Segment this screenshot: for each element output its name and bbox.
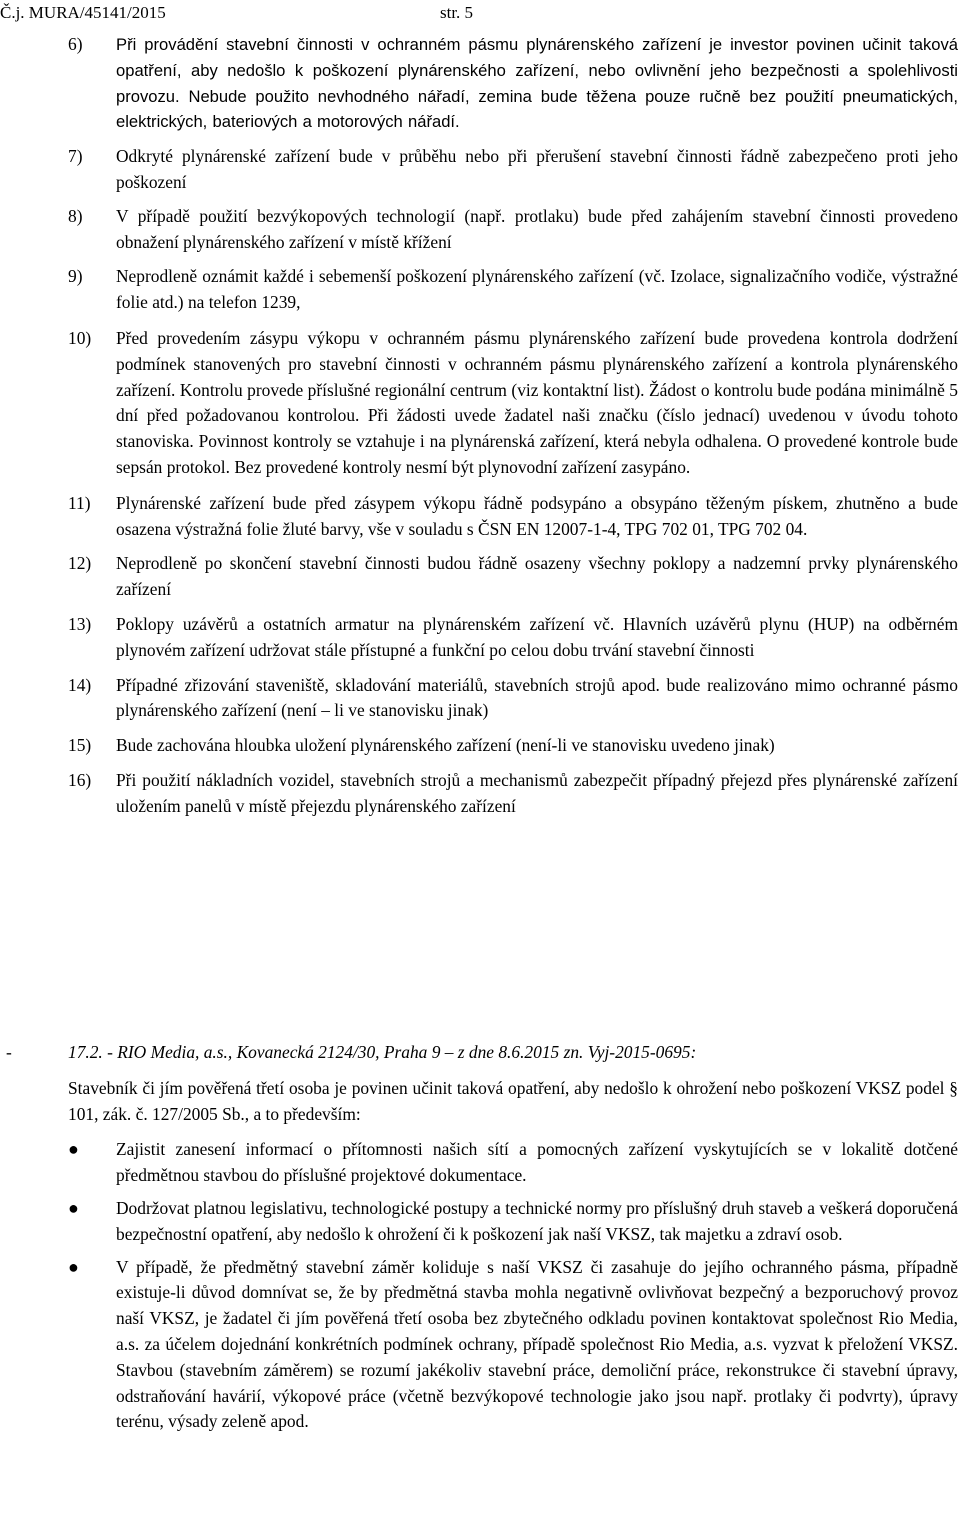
document-reference-number: Č.j. MURA/45141/2015	[0, 3, 166, 22]
condition-item-11	[68, 491, 958, 543]
condition-item-10	[68, 326, 958, 481]
condition-text: Bude zachována hloubka uložení plynárenského zařízení (není-li ve stanovisku uvedeno jinak)	[116, 735, 775, 756]
condition-text: Plynárenské zařízení bude před zásypem výkopu řádně podsypáno a obsypáno těženým pískem, zhutněno a bude osazena výstražná folie žluté barvy, vše v souladu s ČSN EN 12007-1-4, TPG 702 01, TPG 702 04.	[116, 492, 958, 539]
condition-number: 9)	[68, 266, 83, 287]
rio-media-bullet-list	[0, 1137, 958, 1435]
rio-media-heading-row	[0, 1040, 958, 1066]
condition-text: Při použití nákladních vozidel, stavebních strojů a mechanismů zabezpečit případný přejezd přes plynárenské zařízení uložením panelů v místě přejezdu plynárenského zařízení	[116, 769, 958, 816]
rio-media-section	[0, 1040, 958, 1453]
condition-item-7	[68, 144, 958, 196]
page-header	[0, 2, 960, 26]
page-number: str. 5	[440, 3, 474, 22]
bullet-item	[0, 1196, 958, 1248]
condition-text: Neprodleně oznámit každé i sebemenší poškození plynárenského zařízení (vč. Izolace, signalizačního vodiče, výstražné folie atd.) na telefon 1239,	[116, 266, 958, 313]
condition-number: 6)	[68, 34, 83, 54]
condition-number: 12)	[68, 553, 92, 574]
condition-number: 11)	[68, 492, 91, 513]
bullet-dot-icon: ●	[68, 1139, 79, 1160]
condition-text: Případné zřizování staveniště, skladování materiálů, stavebních strojů apod. bude realizováno mimo ochranné pásmo plynárenského zařízení (není – li ve stanovisku jinak)	[116, 674, 958, 721]
condition-item-6	[68, 32, 958, 135]
condition-item-12	[68, 551, 958, 603]
bullet-item	[0, 1255, 958, 1436]
condition-item-14	[68, 673, 958, 725]
condition-number: 10)	[68, 327, 92, 348]
condition-item-16	[68, 768, 958, 820]
condition-text: Při provádění stavební činnosti v ochranném pásmu plynárenského zařízení je investor povinen učinit taková opatření, aby nedošlo k poškození plynárenského zařízení, nebo ovlivnění jeho bezpečnosti a spolehlivosti provozu. Nebude použito nevhodného nářadí, zemina bude těžena pouze ručně bez použití pneumatických, elektrických, bateriových a motorových nářadí.	[116, 35, 958, 132]
condition-item-8	[68, 204, 958, 256]
bullet-text: Zajistit zanesení informací o přítomnosti našich sítí a pomocných zařízení vyskytujících se v lokalitě dotčené předmětnou stavbou do příslušné projektové dokumentace.	[116, 1139, 958, 1186]
bullet-dot-icon: ●	[68, 1197, 79, 1218]
conditions-list	[68, 32, 958, 820]
condition-number: 8)	[68, 205, 83, 226]
condition-text: V případě použití bezvýkopových technologií (např. protlaku) bude před zahájením stavební činnosti provedeno obnažení plynárenského zařízení v místě křížení	[116, 205, 958, 252]
condition-number: 7)	[68, 146, 83, 167]
condition-text: Odkryté plynárenské zařízení bude v průběhu nebo při přerušení stavební činnosti řádně zabezpečeno proti jeho poškození	[116, 146, 958, 192]
rio-media-heading: 17.2. - RIO Media, a.s., Kovanecká 2124/30, Praha 9 – z dne 8.6.2015 zn. Vyj-2015-0695:	[68, 1042, 697, 1062]
condition-number: 15)	[68, 735, 92, 756]
condition-text: Neprodleně po skončení stavební činnosti budou řádně osazeny všechny poklopy a nadzemní prvky plynárenského zařízení	[116, 553, 958, 600]
condition-text: Před provedením zásypu výkopu v ochranném pásmu plynárenského zařízení bude provedena kontrola dodržení podmínek stanovených pro stavební činnosti v ochranném pásmu plynárenského zařízení a kontrola plynárenského zařízení. Kontrolu provede příslušné regionální centrum (viz kontaktní list). Žádost o kontrolu bude podána minimálně 5 dní před požadovanou kontrolou. Při žádosti uvede žadatel naši značku (číslo jednací) uvedenou v úvodu tohoto stanoviska. Povinnost kontroly se vztahuje i na plynárenská zařízení, která nebyla odhalena. O provedené kontrole bude sepsán protokol. Bez provedené kontroly nesmí být plynovodní zařízení zasypáno.	[116, 327, 958, 477]
bullet-text: V případě, že předmětný stavební záměr koliduje s naší VKSZ či zasahuje do jejího ochranného pásma, případně existuje-li důvod domnívat se, že by předmětná stavba mohla negativně ovlivňovat bezpečný a bezporuchový provoz naší VKSZ, je žadatel či jím pověřená třetí osoba bez zbytečného odkladu povinen kontaktovat společnost Rio Media, a.s. za účelem dojednání konkrétních podmínek ochrany, případě společnost Rio Media, a.s. vyzvat k přeložení VKSZ. Stavbou (stavebním záměrem) se rozumí jakékoliv stavební práce, demoliční práce, rekonstrukce či stavební úpravy, odstraňování havárií, výkopové práce (včetně bezvýkopové technologie jako jsou např. protlaky či podvrty), úpravy terénu, výsady zeleně apod.	[116, 1256, 958, 1432]
condition-number: 16)	[68, 769, 92, 790]
condition-item-15	[68, 733, 958, 759]
bullet-dot-icon: ●	[68, 1256, 79, 1277]
condition-item-13	[68, 612, 958, 664]
condition-number: 14)	[68, 674, 92, 695]
list-dash: -	[6, 1042, 12, 1062]
condition-item-9	[68, 264, 958, 316]
bullet-text: Dodržovat platnou legislativu, technologické postupy a technické normy pro příslušný druh staveb a veškerá doporučená bezpečnostní opatření, aby nedošlo k ohrožení či k poškození jak naší VKSZ, tak majetku a zdraví osob.	[116, 1197, 958, 1244]
condition-text: Poklopy uzávěrů a ostatních armatur na plynárenském zařízení vč. Hlavních uzávěrů plynu (HUP) na odběrném plynovém zařízení udržovat stále přístupné a funkční po celou dobu trvání stavební činnosti	[116, 613, 958, 660]
condition-number: 13)	[68, 613, 92, 634]
rio-media-intro: Stavebník či jím pověřená třetí osoba je povinen učinit taková opatření, aby nedošlo k ohrožení nebo poškození VKSZ podel § 101, zák. č. 127/2005 Sb., a to především:	[68, 1077, 958, 1124]
bullet-item	[0, 1137, 958, 1189]
